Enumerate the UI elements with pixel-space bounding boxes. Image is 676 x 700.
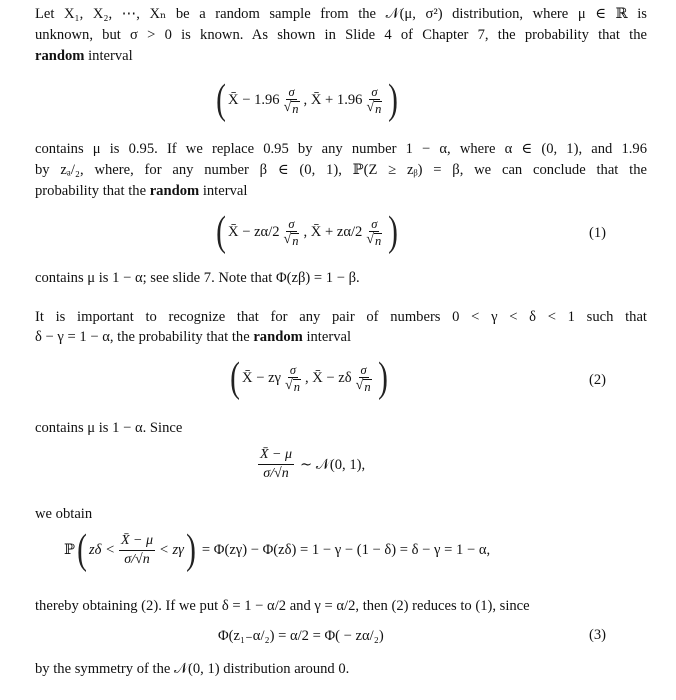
para6: we obtain [35,506,93,522]
interval2-lhs: X̄ − zα/2 [228,223,280,240]
para8: by the symmetry of the 𝒩(0, 1) distribution around 0. [35,661,350,677]
equation-number-1: (1) [588,225,606,241]
para5: contains μ is 1 − α. Since [35,420,183,436]
para1-line1: Let X₁, X₂, ⋯, Xₙ be a random sample from the 𝒩(μ, σ²) distribution, where μ ∈ ℝ is [35,6,647,22]
sigma-over-sqrt-n-1b: σ √ n [366,84,382,116]
interval-eq-3: ( X̄ − zγ σ √ n , X̄ − zδ σ √ n ) [230,355,388,401]
prob-symbol: ℙ [64,542,75,558]
bold-random-2: random [149,183,200,199]
para2-line1: contains μ is 0.95. If we replace 0.95 by any number 1 − α, where α ∈ (0, 1), and 1.96 [35,141,647,157]
sigma-over-sqrt-n-3b: σ √ n [355,362,371,394]
equation-number-2: (2) [588,372,606,388]
para1-line3-rest: interval [84,48,133,64]
para7: thereby obtaining (2). If we put δ = 1 − α/2 and γ = α/2, then (2) reduces to (1), since [35,598,530,614]
interval1-lhs: X̄ − 1.96 [228,91,280,108]
sigma-over-sqrt-n-1a: σ √ n [283,84,299,116]
distribution-rhs: ∼ 𝒩(0, 1), [300,456,366,473]
standardized-fraction: $\frac{X̄ - \mu}{\sigma/√n}$ [260,447,293,481]
prob-lower: zδ < [88,541,115,558]
interval-eq-2: ( X̄ − zα/2 σ √ n , X̄ + zα/2 σ √ n ) [216,209,399,255]
para1-line3 [35,46,647,66]
equation-3: Φ(z₁₋α/₂) = α/2 = Φ( − zα/₂) [218,628,384,644]
interval3-lhs: X̄ − zγ [242,369,281,386]
prob-upper: < zγ [158,541,184,558]
bold-random-1: random [35,48,85,64]
sigma-over-sqrt-n-2b: σ √ n [366,216,382,248]
probability-eq: ℙ ( zδ < $\frac{X̄ - \mu}{\sigma/√n}$ < zγ ) = Φ(zγ) − Φ(zδ) = 1 − γ − (1 − δ) = δ − γ = 1 − α, [64,527,491,573]
sigma-over-sqrt-n-2a: σ √ n [283,216,299,248]
prob-fraction: $\frac{X̄ - \mu}{\sigma/√n}$ [120,532,153,567]
interval3-mid: , X̄ − zδ [304,369,352,386]
para4-line1: It is important to recognize that for any pair of numbers 0 < γ < δ < 1 such that [35,309,647,325]
para2-line2: by zₐ/₂, where, for any number β ∈ (0, 1), ℙ(Z ≥ zᵦ) = β, we can conclude that the [35,162,647,178]
interval2-mid: , X̄ + zα/2 [303,223,363,240]
sigma-over-sqrt-n-3a: σ √ n [285,362,300,394]
para4-line2: δ − γ = 1 − α, the probability that the random interval [35,329,352,345]
para3: contains μ is 1 − α; see slide 7. Note that Φ(zβ) = 1 − β. [35,270,360,286]
interval1-mid: , X̄ + 1.96 [303,91,363,108]
interval-eq-1: ( X̄ − 1.96 σ √ n , X̄ + 1.96 σ √ n ) [216,77,399,123]
para1-line2: unknown, but σ > 0 is known. As shown in Slide 4 of Chapter 7, the probability that the [35,27,647,43]
prob-rhs: = Φ(zγ) − Φ(zδ) = 1 − γ − (1 − δ) = δ − γ = 1 − α, [201,541,491,558]
equation-number-3: (3) [588,627,606,643]
bold-random-3: random [253,329,303,345]
distribution-eq [256,446,365,483]
para2-line3: probability that the random interval [35,183,248,199]
